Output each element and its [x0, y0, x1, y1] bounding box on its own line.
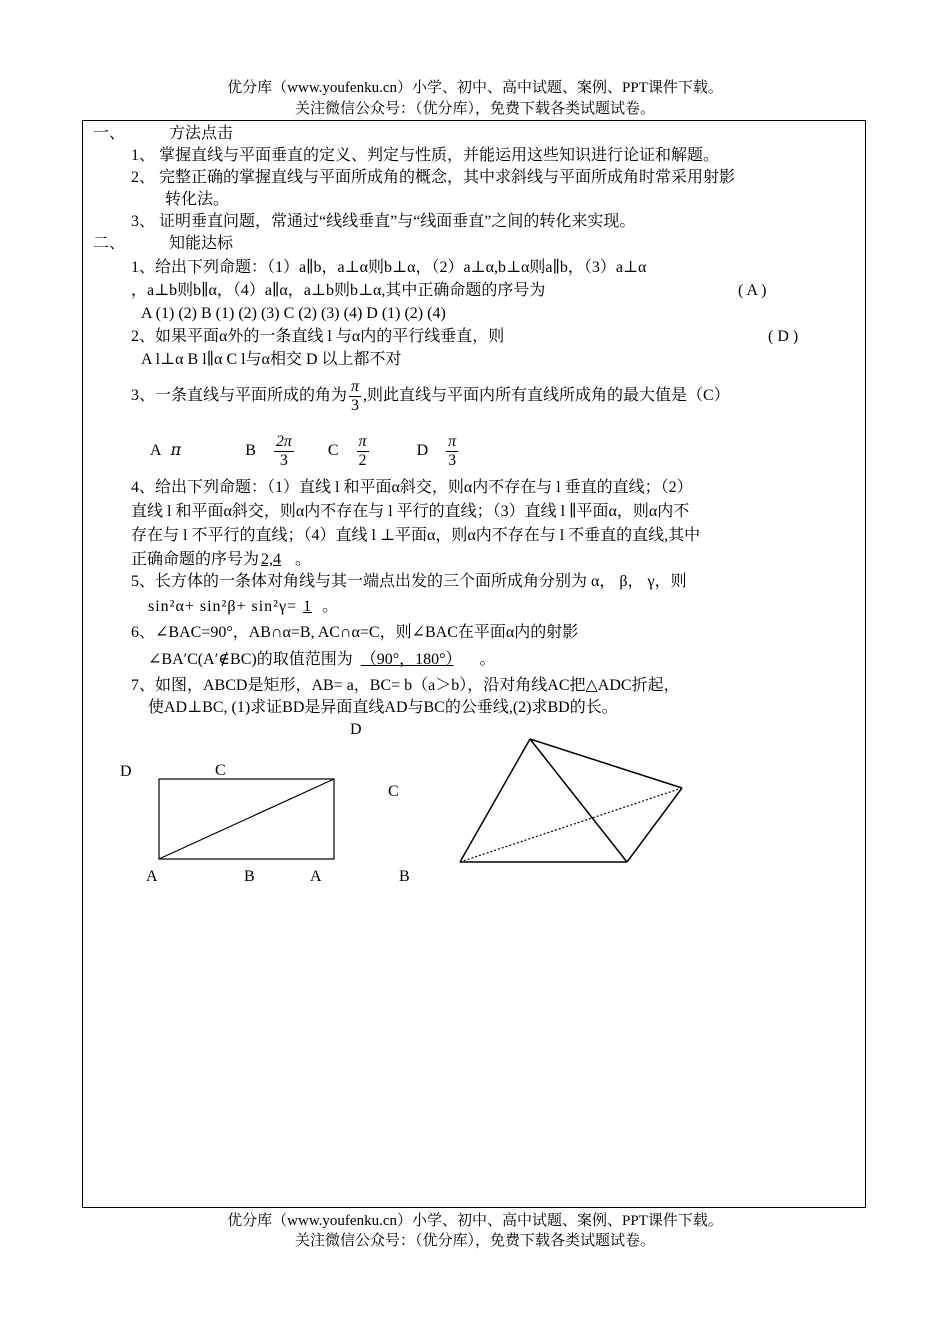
label-fold-b: B: [399, 868, 410, 885]
q4-line-4-suffix: 。: [295, 551, 312, 568]
q6-answer: （90°，180°）: [360, 651, 454, 668]
q3-frac-den: 3: [351, 396, 360, 414]
q3-opt-c-num: π: [358, 432, 367, 450]
q4-line-3: 存在与 l 不平行的直线；（4）直线 l ⊥平面α，则α内不存在与 l 不垂直的直线,其中: [131, 527, 701, 544]
label-fold-a: A: [310, 868, 322, 885]
label-fold-d: D: [350, 721, 362, 738]
edge-d-c: [530, 739, 682, 788]
q2-line-1: 2、如果平面α外的一条直线 l 与α内的平行线垂直，则: [131, 328, 505, 345]
edge-b-c: [627, 788, 682, 862]
q2-options: A l⊥α B l∥α C l与α相交 D 以上都不对: [141, 351, 402, 368]
q5-answer: 1: [303, 598, 313, 615]
q3-opt-d-num: π: [448, 432, 457, 450]
q5-line-2-prefix: sin²α+ sin²β+ sin²γ=: [148, 598, 298, 615]
q3-opt-a-label: A: [150, 442, 161, 459]
q6-line-2-prefix: ∠BA′C(A′∉BC)的取值范围为: [148, 651, 353, 668]
q5-line-2-suffix: 。: [322, 598, 340, 615]
section1-item-2-cont: 转化法。: [165, 191, 230, 208]
q4-line-4-prefix: 正确命题的序号为: [131, 551, 260, 568]
q1-line-1: 1、给出下列命题：（1）a∥b，a⊥α则b⊥α，（2）a⊥α,b⊥α则a∥b，（3）a⊥α: [131, 259, 647, 276]
q4-line-2: 直线 l 和平面α斜交，则α内不存在与 l 平行的直线；（3）直线 l ∥平面α，则α内不: [131, 503, 690, 520]
q1-line-2: ，a⊥b则b∥α，（4）a∥α，a⊥b则b⊥α,其中正确命题的序号为: [131, 282, 546, 299]
q6-line-2-suffix: 。: [479, 651, 496, 668]
section1-item-2: 2、 完整正确的掌握直线与平面所成角的概念，其中求斜线与平面所成角时常采用射影: [131, 169, 736, 186]
diagonal-ac: [159, 779, 334, 859]
header-line-2: 关注微信公众号：（优分库），免费下载各类试题试卷。: [294, 101, 655, 117]
q7-line-2: 使AD⊥BC, (1)求证BD是异面直线AD与BC的公垂线,(2)求BD的长。: [148, 699, 618, 716]
q3-opt-a-value: π: [170, 440, 182, 459]
section1-item-3: 3、 证明垂直问题，常通过“线线垂直”与“线面垂直”之间的转化来实现。: [131, 213, 636, 230]
header-line-1: 优分库（www.youfenku.cn）小学、初中、高中试题、案例、PPT课件下载。: [227, 80, 723, 96]
q3-opt-d-den: 3: [448, 451, 457, 469]
q4-line-1: 4、给出下列命题：（1）直线 l 和平面α斜交，则α内不存在与 l 垂直的直线；（2）: [131, 479, 693, 496]
q3-suffix: ,则此直线与平面内所有直线所成角的最大值是（C）: [363, 387, 730, 404]
q1-answer: ( A ): [738, 282, 767, 299]
section1-item-1: 1、 掌握直线与平面垂直的定义、判定与性质，并能运用这些知识进行论证和解题。: [131, 147, 720, 164]
q1-options: A (1) (2) B (1) (2) (3) C (2) (3) (4) D (1) (2) (4): [141, 305, 446, 322]
footer-line-2: 关注微信公众号：（优分库），免费下载各类试题试卷。: [294, 1233, 655, 1249]
label-fold-c: C: [388, 783, 399, 800]
label-rect-a: A: [146, 868, 158, 885]
edge-a-d: [460, 739, 530, 862]
section2-number: 二、: [93, 235, 126, 252]
q7-line-1: 7、如图，ABCD是矩形，AB= a，BC= b（a＞b），沿对角线AC把△ADC折起，: [131, 677, 680, 694]
edge-a-c-hidden: [460, 788, 682, 862]
q5-line-1: 5、长方体的一条体对角线与其一端点出发的三个面所成角分别为 α， β， γ，则: [131, 573, 687, 590]
footer-line-1: 优分库（www.youfenku.cn）小学、初中、高中试题、案例、PPT课件下载。: [227, 1213, 723, 1229]
label-rect-c: C: [215, 762, 226, 779]
q4-answer: 2,4: [261, 551, 282, 568]
edge-d-b: [530, 739, 627, 862]
q3-opt-b-den: 3: [279, 451, 288, 469]
q3-prefix: 3、一条直线与平面所成的角为: [131, 387, 348, 404]
section1-title: 方法点击: [169, 125, 234, 142]
q3-opt-c-den: 2: [358, 451, 367, 469]
q6-line-1: 6、∠BAC=90°，AB∩α=B, AC∩α=C，则∠BAC在平面α内的射影: [131, 624, 579, 641]
q3-frac-num: π: [351, 377, 360, 395]
section1-number: 一、: [93, 125, 126, 142]
q3-opt-b-label: B: [245, 442, 256, 459]
q2-answer: ( D ): [768, 328, 799, 345]
q3-opt-c-label: C: [327, 442, 339, 459]
label-rect-b: B: [244, 868, 255, 885]
label-rect-d: D: [120, 763, 132, 780]
section2-title: 知能达标: [169, 235, 234, 252]
q3-opt-b-num: 2π: [275, 432, 292, 450]
q3-opt-d-label: D: [416, 442, 429, 459]
